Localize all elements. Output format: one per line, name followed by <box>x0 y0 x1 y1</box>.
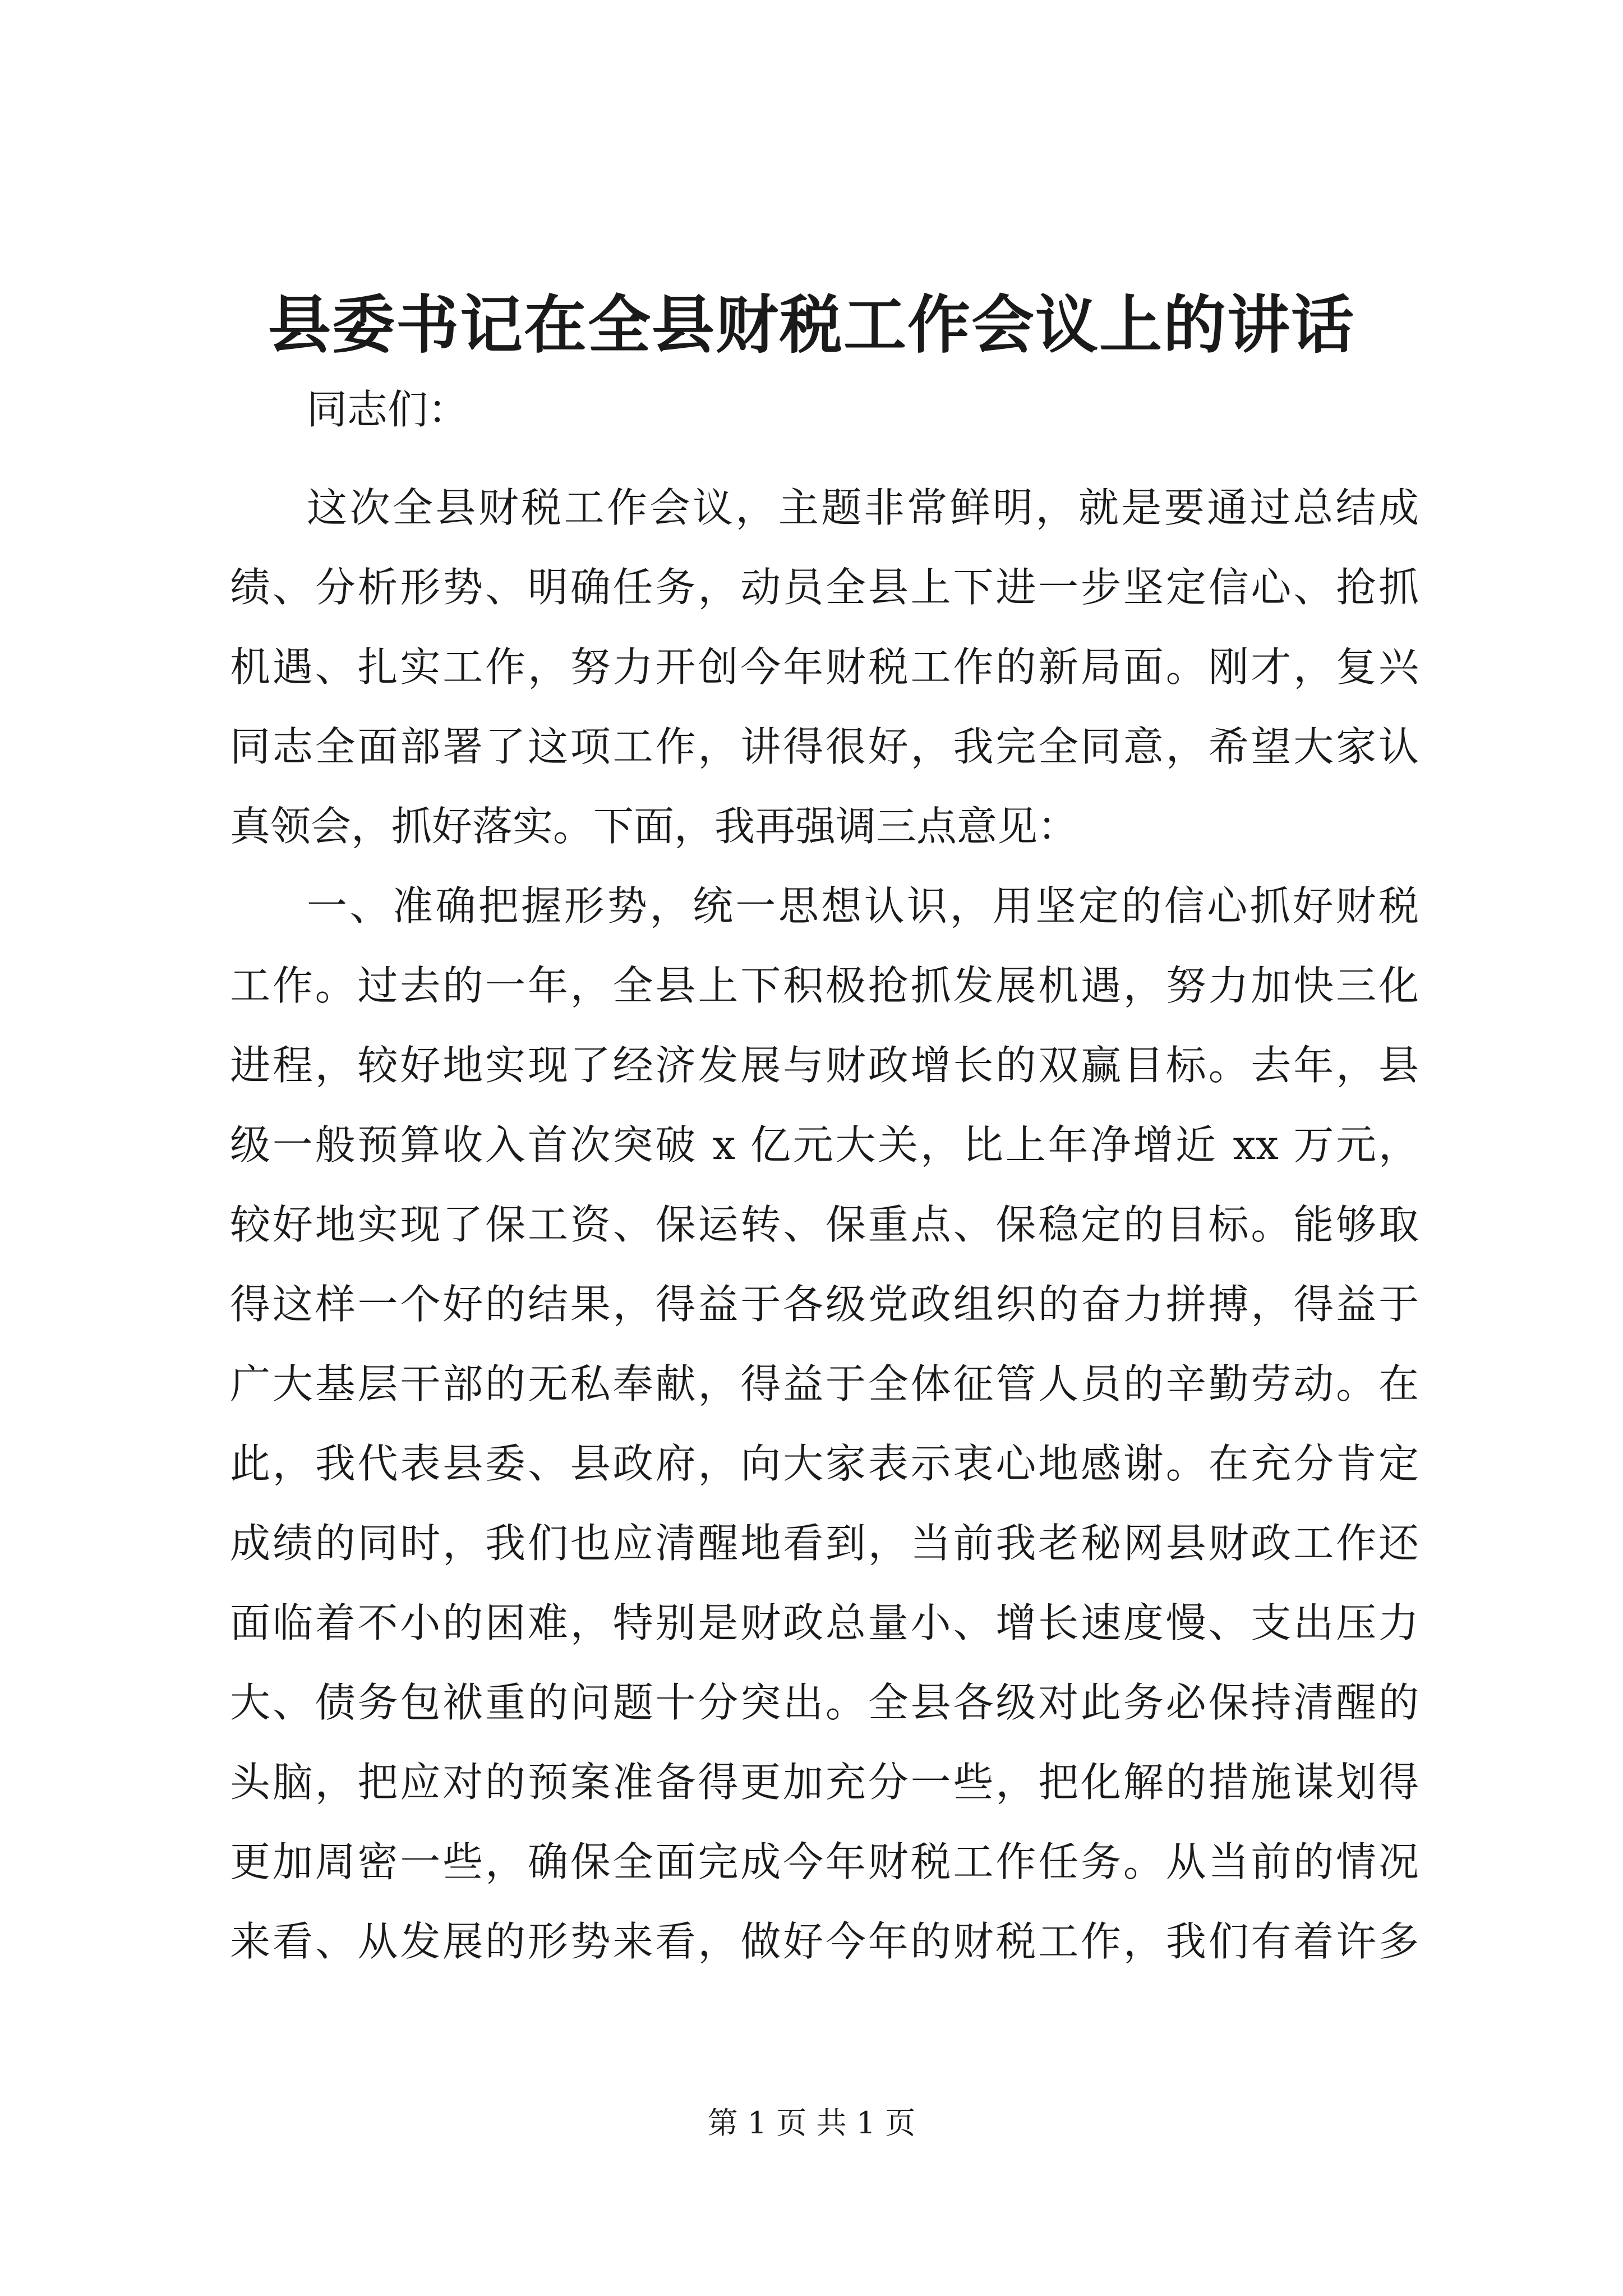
paragraph-line: 级一般预算收入首次突破 x 亿元大关，比上年净增近 xx 万元， <box>230 1121 1419 1168</box>
paragraph-line: 较好地实现了保工资、保运转、保重点、保稳定的目标。能够取 <box>230 1201 1419 1248</box>
paragraph-line: 同志全面部署了这项工作，讲得很好，我完全同意，希望大家认 <box>230 723 1419 770</box>
paragraph-line: 真领会，抓好落实。下面，我再强调三点意见： <box>230 803 1078 850</box>
paragraph-line: 此，我代表县委、县政府，向大家表示衷心地感谢。在充分肯定 <box>230 1440 1419 1487</box>
paragraph-line: 头脑，把应对的预案准备得更加充分一些，把化解的措施谋划得 <box>230 1759 1419 1806</box>
paragraph-line: 绩、分析形势、明确任务，动员全县上下进一步坚定信心、抢抓 <box>230 564 1419 611</box>
paragraph-line: 广大基层干部的无私奉献，得益于全体征管人员的辛勤劳动。在 <box>230 1360 1419 1407</box>
paragraph-line: 大、债务包袱重的问题十分突出。全县各级对此务必保持清醒的 <box>230 1679 1419 1726</box>
paragraph-line: 这次全县财税工作会议，主题非常鲜明，就是要通过总结成 <box>307 484 1419 531</box>
document-title: 县委书记在全县财税工作会议上的讲话 <box>268 288 1355 362</box>
salutation: 同志们： <box>307 386 469 433</box>
paragraph-line: 一、准确把握形势，统一思想认识，用坚定的信心抓好财税 <box>307 882 1419 930</box>
paragraph-line: 成绩的同时，我们也应清醒地看到，当前我老秘网县财政工作还 <box>230 1520 1419 1567</box>
paragraph-line: 面临着不小的困难，特别是财政总量小、增长速度慢、支出压力 <box>230 1599 1419 1646</box>
paragraph-line: 来看、从发展的形势来看，做好今年的财税工作，我们有着许多 <box>230 1918 1419 1965</box>
page-footer: 第 1 页 共 1 页 <box>707 2105 916 2141</box>
paragraph-line: 得这样一个好的结果，得益于各级党政组织的奋力拼搏，得益于 <box>230 1281 1419 1328</box>
paragraph-line: 进程，较好地实现了经济发展与财政增长的双赢目标。去年，县 <box>230 1042 1419 1089</box>
paragraph-line: 更加周密一些，确保全面完成今年财税工作任务。从当前的情况 <box>230 1838 1419 1885</box>
paragraph-line: 机遇、扎实工作，努力开创今年财税工作的新局面。刚才，复兴 <box>230 643 1419 691</box>
paragraph-line: 工作。过去的一年，全县上下积极抢抓发展机遇，努力加快三化 <box>230 962 1419 1009</box>
